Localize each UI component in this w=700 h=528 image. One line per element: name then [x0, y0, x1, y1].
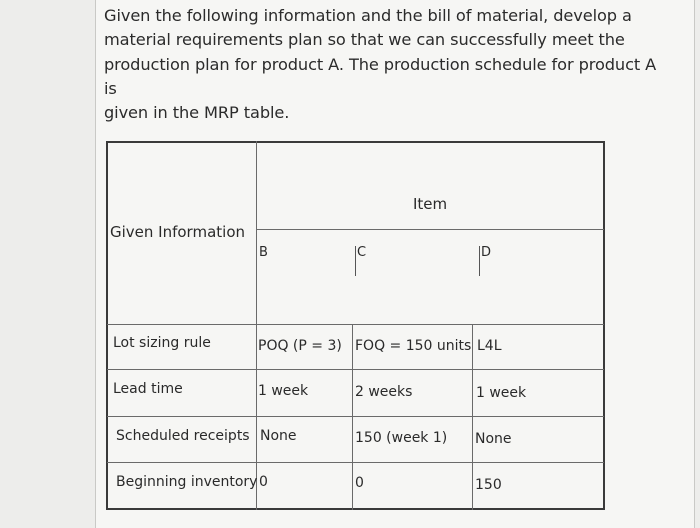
cell-d-scheduled-receipts: None — [475, 431, 512, 447]
cell-d-lot-sizing: L4L — [477, 338, 502, 354]
cell-b-beginning-inventory: 0 — [259, 474, 268, 490]
column-divider — [472, 325, 473, 510]
question-line: Given the following information and the bill of material, develop a — [104, 6, 632, 25]
column-divider — [256, 141, 257, 510]
cell-b-scheduled-receipts: None — [260, 428, 297, 444]
question-text — [104, 4, 664, 125]
row-label-lead-time: Lead time — [113, 381, 183, 397]
question-line: material requirements plan so that we can successfully meet the — [104, 30, 625, 50]
item-c-tick — [355, 246, 356, 276]
item-d-tick — [479, 246, 480, 276]
row-label-scheduled-receipts: Scheduled receipts — [116, 428, 250, 444]
row-divider — [107, 462, 604, 463]
row-divider — [257, 229, 604, 230]
question-line: given in the MRP table. — [104, 103, 290, 123]
table-border — [106, 141, 605, 510]
cell-c-lot-sizing: FOQ = 150 units — [355, 338, 472, 354]
cell-b-lot-sizing: POQ (P = 3) — [258, 338, 342, 354]
row-divider — [107, 324, 604, 325]
item-c-label: C — [357, 245, 367, 260]
row-divider — [107, 369, 604, 370]
row-label-lot-sizing: Lot sizing rule — [113, 335, 211, 351]
row-label-beginning-inventory: Beginning inventory — [116, 474, 258, 490]
given-information-header: Given Information — [110, 223, 245, 241]
cell-c-lead-time: 2 weeks — [355, 384, 413, 400]
question-line: production plan for product A. The production schedule for product A is — [104, 54, 657, 98]
column-divider — [352, 325, 353, 510]
row-divider — [107, 416, 604, 417]
item-d-label: D — [481, 245, 492, 260]
cell-c-scheduled-receipts: 150 (week 1) — [355, 430, 448, 446]
cell-b-lead-time: 1 week — [258, 383, 309, 399]
cell-d-beginning-inventory: 150 — [475, 477, 502, 493]
cell-d-lead-time: 1 week — [476, 385, 527, 401]
cell-c-beginning-inventory: 0 — [355, 475, 364, 491]
item-header: Item — [413, 195, 448, 213]
item-b-label: B — [259, 245, 268, 260]
